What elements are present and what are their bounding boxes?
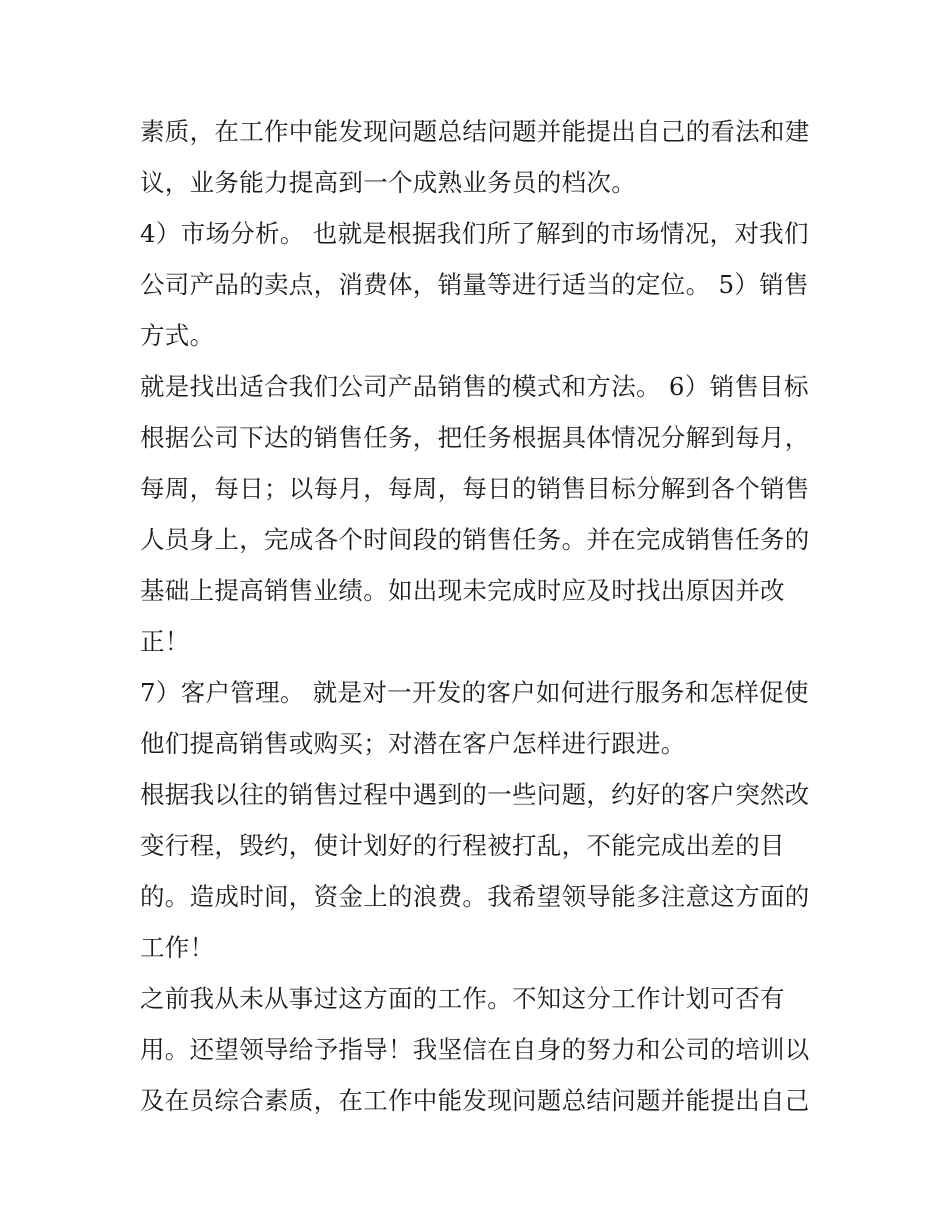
text-line: 工作！ [140, 933, 215, 962]
text-line: 他们提高销售或购买；对潜在客户怎样进行跟进。 [140, 729, 686, 758]
text-line: 议，业务能力提高到一个成熟业务员的档次。 [140, 168, 636, 197]
text-line: 方式。 [140, 321, 215, 350]
text-line: 及在员综合素质，在工作中能发现问题总结问题并能提出自己 [140, 1086, 810, 1115]
text-line: 公司产品的卖点，消费体，销量等进行适当的定位。 5）销售 [140, 270, 809, 299]
text-line: 根据公司下达的销售任务，把任务根据具体情况分解到每月， [140, 423, 810, 452]
text-line: 正！ [140, 627, 190, 656]
text-line: 4）市场分析。 也就是根据我们所了解到的市场情况，对我们 [140, 219, 809, 248]
text-line: 人员身上，完成各个时间段的销售任务。并在完成销售任务的 [140, 525, 810, 554]
text-line: 就是找出适合我们公司产品销售的模式和方法。 6）销售目标 [140, 372, 809, 401]
document-body [140, 106, 820, 1126]
text-line: 变行程，毁约，使计划好的行程被打乱，不能完成出差的目 [140, 831, 785, 860]
text-line: 每周，每日；以每月，每周，每日的销售目标分解到各个销售 [140, 474, 810, 503]
text-line: 之前我从未从事过这方面的工作。不知这分工作计划可否有 [140, 984, 785, 1013]
text-line: 7）客户管理。 就是对一开发的客户如何进行服务和怎样促使 [140, 678, 809, 707]
text-line: 基础上提高销售业绩。如出现未完成时应及时找出原因并改 [140, 576, 785, 605]
text-line: 的。造成时间，资金上的浪费。我希望领导能多注意这方面的 [140, 882, 810, 911]
text-line: 根据我以往的销售过程中遇到的一些问题，约好的客户突然改 [140, 780, 810, 809]
text-line: 素质，在工作中能发现问题总结问题并能提出自己的看法和建 [140, 117, 810, 146]
text-line: 用。还望领导给予指导！我坚信在自身的努力和公司的培训以 [140, 1035, 810, 1064]
